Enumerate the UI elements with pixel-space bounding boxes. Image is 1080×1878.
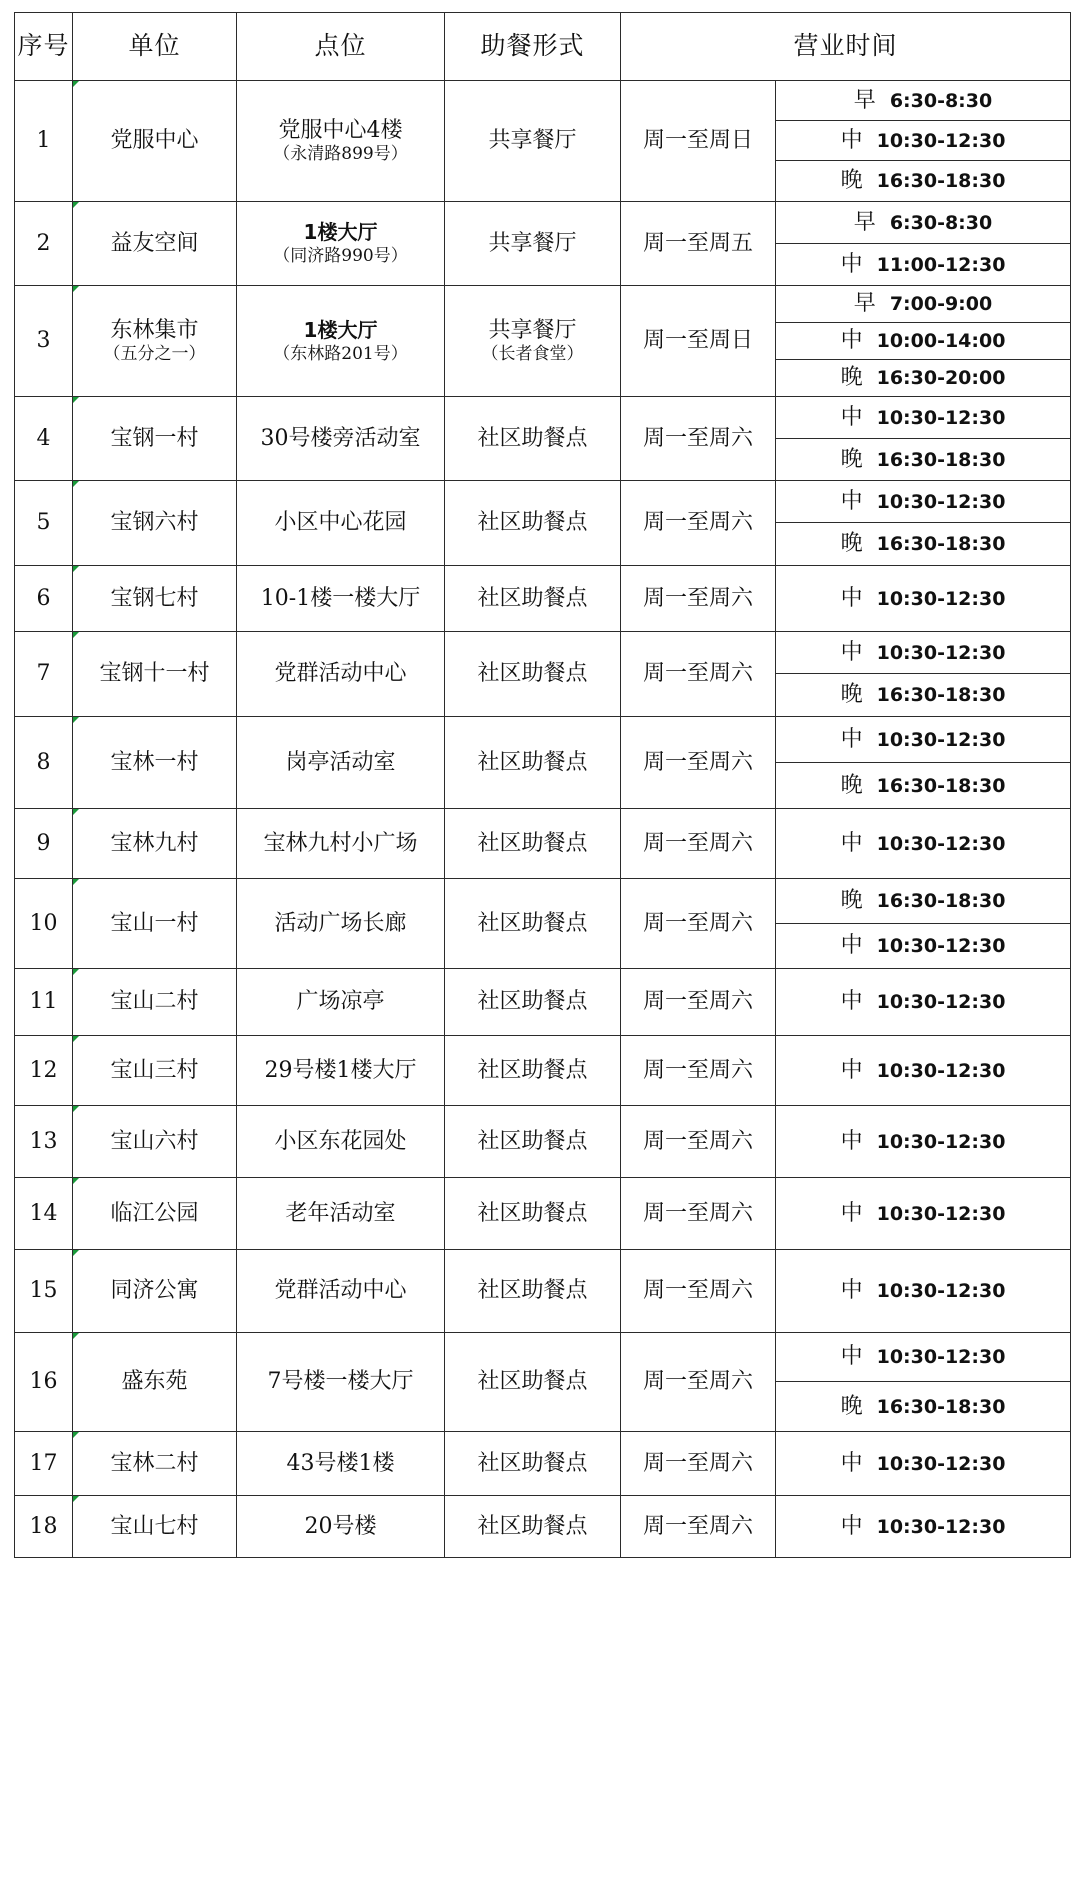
cell-site [237, 202, 445, 286]
cell-form [445, 1106, 621, 1178]
cell-unit [73, 1496, 237, 1558]
open-days: 周一至周六 [642, 661, 753, 687]
site-name: 小区中心花园 [274, 510, 407, 536]
service-form: 社区助餐点 [477, 1369, 588, 1395]
cell-hours [776, 763, 1071, 809]
meal-label: 晚 [840, 1393, 863, 1419]
meal-label: 中 [840, 1057, 863, 1083]
cell-form [445, 566, 621, 632]
cell-days [621, 81, 776, 202]
cell-seq [15, 566, 73, 632]
open-days: 周一至周六 [642, 1128, 753, 1154]
table-row [15, 566, 1071, 632]
cell-hours [776, 1106, 1071, 1178]
cell-seq [15, 1496, 73, 1558]
cell-days [621, 566, 776, 632]
unit-name: 党服中心 [110, 128, 199, 154]
cell-site [237, 1432, 445, 1496]
cell-site [237, 286, 445, 397]
site-name: 活动广场长廊 [274, 910, 407, 936]
cell-unit [73, 81, 237, 202]
unit-name: 宝林二村 [110, 1450, 199, 1476]
cell-hours [776, 121, 1071, 161]
cell-unit [73, 1333, 237, 1432]
cell-seq [15, 1250, 73, 1333]
cell-site [237, 1178, 445, 1250]
cell-days [621, 632, 776, 717]
cell-hours [776, 566, 1071, 632]
time-range: 10:00-14:00 [876, 330, 1006, 353]
time-range: 16:30-18:30 [876, 533, 1006, 556]
cell-days [621, 717, 776, 809]
meal-label: 中 [840, 127, 863, 153]
meal-label: 晚 [840, 446, 863, 472]
open-days: 周一至周六 [642, 910, 753, 936]
cell-hours [776, 1333, 1071, 1382]
cell-form [445, 1496, 621, 1558]
table-row [15, 879, 1071, 924]
cell-seq [15, 81, 73, 202]
unit-name: 宝钢六村 [110, 510, 199, 536]
meal-label: 中 [840, 1513, 863, 1539]
open-days: 周一至周五 [642, 230, 753, 256]
seq-number: 18 [29, 1513, 58, 1539]
meal-label: 中 [840, 726, 863, 752]
cell-days [621, 809, 776, 879]
cell-unit [73, 286, 237, 397]
time-range: 16:30-20:00 [876, 367, 1006, 390]
time-range: 10:30-12:30 [876, 587, 1006, 610]
site-name: 党群活动中心 [274, 661, 407, 687]
cell-site [237, 397, 445, 481]
cell-hours [776, 481, 1071, 523]
unit-name: 宝山六村 [110, 1128, 199, 1154]
table-row [15, 1250, 1071, 1333]
time-range: 16:30-18:30 [876, 1395, 1006, 1418]
cell-hours [776, 809, 1071, 879]
table-row [15, 1178, 1071, 1250]
site-name: 小区东花园处 [274, 1128, 407, 1154]
cell-unit [73, 1036, 237, 1106]
time-range: 10:30-12:30 [876, 1515, 1006, 1538]
cell-site [237, 1250, 445, 1333]
cell-seq [15, 879, 73, 969]
cell-form [445, 632, 621, 717]
unit-name: 盛东苑 [121, 1369, 188, 1395]
unit-name: 宝山二村 [110, 989, 199, 1015]
seq-number: 13 [29, 1128, 58, 1154]
cell-unit [73, 969, 237, 1036]
time-range: 10:30-12:30 [876, 991, 1006, 1014]
open-days: 周一至周六 [642, 510, 753, 536]
seq-number: 5 [36, 510, 51, 536]
cell-site [237, 1333, 445, 1432]
site-name: 29号楼1楼大厅 [264, 1057, 417, 1083]
site-name: 10-1楼一楼大厅 [260, 585, 421, 611]
table-row [15, 809, 1071, 879]
cell-hours [776, 202, 1071, 244]
site-name: 1楼大厅 [303, 220, 378, 245]
service-form: 社区助餐点 [477, 830, 588, 856]
time-range: 10:30-12:30 [876, 728, 1006, 751]
cell-site [237, 809, 445, 879]
seq-number: 11 [29, 989, 58, 1015]
cell-seq [15, 1432, 73, 1496]
site-address: （永清路899号） [273, 143, 408, 164]
cell-hours [776, 969, 1071, 1036]
seq-number: 8 [36, 749, 51, 775]
cell-seq [15, 202, 73, 286]
cell-hours [776, 879, 1071, 924]
cell-hours [776, 244, 1071, 286]
header-form: 助餐形式 [445, 13, 621, 81]
cell-seq [15, 809, 73, 879]
meal-label: 早 [853, 291, 876, 317]
cell-site [237, 481, 445, 566]
service-form: 社区助餐点 [477, 585, 588, 611]
cell-site [237, 1036, 445, 1106]
time-range: 10:30-12:30 [876, 406, 1006, 429]
time-range: 10:30-12:30 [876, 641, 1006, 664]
cell-hours [776, 1432, 1071, 1496]
seq-number: 14 [29, 1200, 58, 1226]
seq-number: 16 [29, 1369, 58, 1395]
cell-days [621, 969, 776, 1036]
cell-hours [776, 1250, 1071, 1333]
cell-site [237, 1496, 445, 1558]
meal-label: 中 [840, 989, 863, 1015]
unit-name: 宝山一村 [110, 910, 199, 936]
service-form: 社区助餐点 [477, 1200, 588, 1226]
cell-unit [73, 1106, 237, 1178]
cell-form [445, 879, 621, 969]
unit-name: 宝山七村 [110, 1513, 199, 1539]
unit-name: 东林集市 [110, 317, 199, 343]
cell-seq [15, 1036, 73, 1106]
cell-form [445, 809, 621, 879]
unit-name: 临江公园 [110, 1200, 199, 1226]
cell-hours [776, 1382, 1071, 1432]
cell-seq [15, 969, 73, 1036]
time-range: 10:30-12:30 [876, 1346, 1006, 1369]
cell-seq [15, 1106, 73, 1178]
unit-name: 同济公寓 [110, 1278, 199, 1304]
cell-seq [15, 397, 73, 481]
cell-days [621, 1178, 776, 1250]
time-range: 10:30-12:30 [876, 129, 1006, 152]
seq-number: 7 [36, 661, 51, 687]
service-form: 社区助餐点 [477, 510, 588, 536]
cell-unit [73, 717, 237, 809]
meal-service-table [14, 12, 1071, 1558]
service-form: 共享餐厅 [488, 128, 577, 154]
time-range: 16:30-18:30 [876, 448, 1006, 471]
cell-form [445, 202, 621, 286]
cell-form [445, 1432, 621, 1496]
cell-unit [73, 879, 237, 969]
site-name: 党服中心4楼 [278, 117, 403, 143]
time-range: 10:30-12:30 [876, 490, 1006, 513]
cell-unit [73, 809, 237, 879]
open-days: 周一至周六 [642, 1278, 753, 1304]
cell-hours [776, 924, 1071, 969]
service-form: 共享餐厅 [488, 317, 577, 343]
header-hours: 营业时间 [621, 13, 1071, 81]
site-name: 1楼大厅 [303, 317, 378, 342]
cell-site [237, 632, 445, 717]
service-form: 社区助餐点 [477, 425, 588, 451]
site-name: 7号楼一楼大厅 [267, 1369, 414, 1395]
cell-unit [73, 632, 237, 717]
cell-form [445, 397, 621, 481]
site-name: 岗亭活动室 [285, 749, 396, 775]
table-row [15, 969, 1071, 1036]
header-unit: 单位 [73, 13, 237, 81]
header-seq: 序号 [15, 13, 73, 81]
cell-days [621, 1036, 776, 1106]
table-row [15, 1333, 1071, 1382]
meal-label: 中 [840, 830, 863, 856]
open-days: 周一至周六 [642, 749, 753, 775]
cell-form [445, 1333, 621, 1432]
cell-days [621, 1432, 776, 1496]
time-range: 10:30-12:30 [876, 935, 1006, 958]
meal-label: 晚 [840, 168, 863, 194]
cell-unit [73, 397, 237, 481]
cell-hours [776, 1178, 1071, 1250]
seq-number: 6 [36, 585, 51, 611]
table-row [15, 632, 1071, 674]
open-days: 周一至周日 [642, 328, 753, 354]
cell-form [445, 1178, 621, 1250]
meal-label: 中 [840, 1344, 863, 1370]
meal-label: 中 [840, 404, 863, 430]
cell-unit [73, 566, 237, 632]
open-days: 周一至周六 [642, 1200, 753, 1226]
cell-days [621, 1333, 776, 1432]
service-form: 社区助餐点 [477, 1450, 588, 1476]
table-row [15, 1432, 1071, 1496]
service-form: 社区助餐点 [477, 749, 588, 775]
meal-label: 中 [840, 1278, 863, 1304]
seq-number: 4 [36, 425, 51, 451]
cell-seq [15, 1178, 73, 1250]
cell-form [445, 1250, 621, 1333]
meal-label: 早 [853, 87, 876, 113]
service-form: 社区助餐点 [477, 661, 588, 687]
cell-seq [15, 717, 73, 809]
cell-hours [776, 286, 1071, 323]
seq-number: 10 [29, 910, 58, 936]
open-days: 周一至周六 [642, 1513, 753, 1539]
service-form: 社区助餐点 [477, 1057, 588, 1083]
site-name: 30号楼旁活动室 [260, 425, 421, 451]
unit-name: 宝钢十一村 [99, 661, 210, 687]
service-form: 社区助餐点 [477, 1128, 588, 1154]
meal-label: 晚 [840, 531, 863, 557]
cell-form [445, 1036, 621, 1106]
unit-name: 益友空间 [110, 230, 199, 256]
meal-label: 中 [840, 251, 863, 277]
open-days: 周一至周六 [642, 585, 753, 611]
cell-form [445, 286, 621, 397]
service-form: 社区助餐点 [477, 989, 588, 1015]
table-row [15, 481, 1071, 523]
cell-hours [776, 397, 1071, 439]
unit-note: （五分之一） [103, 343, 206, 364]
time-range: 6:30-8:30 [889, 211, 993, 234]
table-row [15, 1106, 1071, 1178]
seq-number: 15 [29, 1278, 58, 1304]
cell-hours [776, 1496, 1071, 1558]
time-range: 10:30-12:30 [876, 832, 1006, 855]
meal-label: 早 [853, 209, 876, 235]
meal-label: 晚 [840, 682, 863, 708]
meal-label: 中 [840, 639, 863, 665]
cell-site [237, 879, 445, 969]
open-days: 周一至周六 [642, 425, 753, 451]
site-address: （东林路201号） [273, 343, 408, 364]
service-form-note: （长者食堂） [481, 343, 584, 364]
meal-label: 中 [840, 933, 863, 959]
table-row [15, 286, 1071, 323]
cell-unit [73, 1250, 237, 1333]
time-range: 10:30-12:30 [876, 1452, 1006, 1475]
unit-name: 宝山三村 [110, 1057, 199, 1083]
cell-site [237, 566, 445, 632]
cell-hours [776, 717, 1071, 763]
site-address: （同济路990号） [273, 246, 408, 267]
cell-days [621, 481, 776, 566]
cell-hours [776, 323, 1071, 360]
unit-name: 宝林九村 [110, 830, 199, 856]
open-days: 周一至周六 [642, 989, 753, 1015]
site-name: 党群活动中心 [274, 1278, 407, 1304]
cell-seq [15, 481, 73, 566]
time-range: 16:30-18:30 [876, 170, 1006, 193]
header-site: 点位 [237, 13, 445, 81]
unit-name: 宝钢一村 [110, 425, 199, 451]
table-row [15, 202, 1071, 244]
cell-unit [73, 481, 237, 566]
table-row [15, 81, 1071, 121]
cell-days [621, 286, 776, 397]
time-range: 10:30-12:30 [876, 1130, 1006, 1153]
time-range: 16:30-18:30 [876, 890, 1006, 913]
cell-site [237, 969, 445, 1036]
time-range: 16:30-18:30 [876, 684, 1006, 707]
meal-label: 晚 [840, 772, 863, 798]
unit-name: 宝钢七村 [110, 585, 199, 611]
open-days: 周一至周日 [642, 128, 753, 154]
meal-label: 中 [840, 1200, 863, 1226]
cell-seq [15, 286, 73, 397]
table-body [15, 81, 1071, 1558]
cell-hours [776, 674, 1071, 717]
seq-number: 17 [29, 1450, 58, 1476]
cell-hours [776, 360, 1071, 397]
cell-hours [776, 523, 1071, 566]
time-range: 10:30-12:30 [876, 1059, 1006, 1082]
unit-name: 宝林一村 [110, 749, 199, 775]
cell-days [621, 1106, 776, 1178]
time-range: 10:30-12:30 [876, 1202, 1006, 1225]
service-form: 社区助餐点 [477, 910, 588, 936]
open-days: 周一至周六 [642, 1450, 753, 1476]
service-form: 共享餐厅 [488, 230, 577, 256]
cell-seq [15, 1333, 73, 1432]
table-row [15, 1496, 1071, 1558]
site-name: 广场凉亭 [296, 989, 385, 1015]
time-range: 11:00-12:30 [876, 253, 1006, 276]
cell-days [621, 202, 776, 286]
cell-hours [776, 632, 1071, 674]
time-range: 16:30-18:30 [876, 774, 1006, 797]
cell-days [621, 397, 776, 481]
cell-hours [776, 439, 1071, 481]
cell-days [621, 1250, 776, 1333]
cell-seq [15, 632, 73, 717]
cell-days [621, 1496, 776, 1558]
site-name: 老年活动室 [285, 1200, 396, 1226]
site-name: 20号楼 [304, 1513, 377, 1539]
cell-unit [73, 202, 237, 286]
header-row [15, 13, 1071, 81]
service-form: 社区助餐点 [477, 1278, 588, 1304]
cell-unit [73, 1432, 237, 1496]
open-days: 周一至周六 [642, 1057, 753, 1083]
cell-site [237, 81, 445, 202]
seq-number: 9 [36, 830, 51, 856]
site-name: 宝林九村小广场 [263, 830, 418, 856]
meal-label: 中 [840, 328, 863, 354]
open-days: 周一至周六 [642, 830, 753, 856]
seq-number: 12 [29, 1057, 58, 1083]
cell-site [237, 1106, 445, 1178]
cell-hours [776, 1036, 1071, 1106]
seq-number: 1 [36, 128, 51, 154]
seq-number: 3 [36, 328, 51, 354]
table-row [15, 717, 1071, 763]
meal-label: 中 [840, 488, 863, 514]
cell-hours [776, 161, 1071, 202]
time-range: 6:30-8:30 [889, 89, 993, 112]
open-days: 周一至周六 [642, 1369, 753, 1395]
time-range: 7:00-9:00 [889, 293, 993, 316]
site-name: 43号楼1楼 [286, 1450, 395, 1476]
time-range: 10:30-12:30 [876, 1280, 1006, 1303]
service-form: 社区助餐点 [477, 1513, 588, 1539]
cell-form [445, 717, 621, 809]
meal-label: 中 [840, 1128, 863, 1154]
meal-label: 晚 [840, 365, 863, 391]
seq-number: 2 [36, 230, 51, 256]
cell-form [445, 969, 621, 1036]
meal-label: 晚 [840, 888, 863, 914]
cell-days [621, 879, 776, 969]
cell-unit [73, 1178, 237, 1250]
meal-label: 中 [840, 585, 863, 611]
meal-label: 中 [840, 1450, 863, 1476]
table-row [15, 1036, 1071, 1106]
cell-site [237, 717, 445, 809]
cell-form [445, 481, 621, 566]
table-row [15, 397, 1071, 439]
cell-hours [776, 81, 1071, 121]
cell-form [445, 81, 621, 202]
